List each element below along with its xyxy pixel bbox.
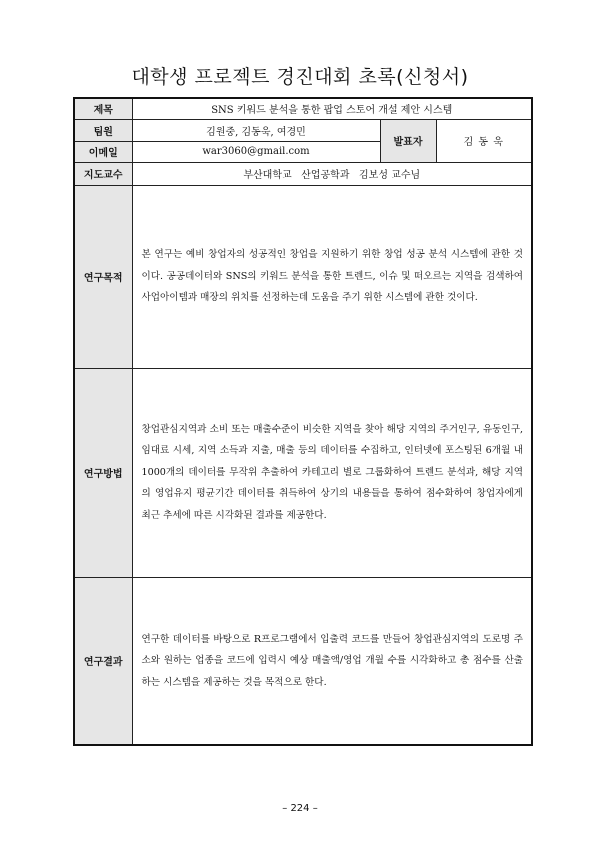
purpose-row: [74, 185, 532, 368]
email-label: 이메일: [74, 141, 132, 162]
presenter-value: 김 동 욱: [436, 119, 532, 162]
advisor-label: 지도교수: [74, 162, 132, 185]
subject-row: [74, 98, 532, 119]
subject-label: 제목: [74, 98, 132, 119]
advisor-value: 부산대학교 산업공학과 김보성 교수님: [132, 162, 532, 185]
purpose-label: 연구목적: [74, 185, 132, 368]
page-number: – 224 –: [282, 803, 318, 814]
team-value: 김원중, 김동욱, 여경민: [132, 119, 380, 141]
team-row: [74, 119, 532, 141]
method-label: 연구방법: [74, 368, 132, 577]
result-row: [74, 577, 532, 745]
application-form-table: [73, 97, 533, 746]
email-value: war3060@gmail.com: [132, 141, 380, 162]
method-row: [74, 368, 532, 577]
team-label: 팀원: [74, 119, 132, 141]
result-text: 연구한 데이터를 바탕으로 R프로그램에서 입출력 코드를 만들어 창업관심지역의 도로명 주소와 원하는 업종을 코드에 입력시 예상 매출액/영업 개월 수를 시각화하고 총 점수를 산출하는 시스템을 제공하는 것을 목적으로 한다.: [132, 577, 532, 745]
method-text: 창업관심지역과 소비 또는 매출수준이 비슷한 지역을 찾아 해당 지역의 주거인구, 유동인구, 임대료 시세, 지역 소득과 지출, 매출 등의 데이터를 수집하고, 인터넷에 포스팅된 6개월 내 1000개의 데이터를 무작위 추출하여 카테고리 별로 그룹화하여 트렌드 분석과, 해당 지역의 영업유지 평균기간 데이터를 취득하여 상기의 내용들을 통하여 점수화하여 창업자에게 최근 추세에 따른 시각화된 결과를 제공한다.: [132, 368, 532, 577]
page-title: 대학생 프로젝트 경진대회 초록(신청서): [131, 66, 469, 88]
subject-value: SNS 키워드 분석을 통한 팝업 스토어 개설 제안 시스템: [132, 98, 532, 119]
result-label: 연구결과: [74, 577, 132, 745]
purpose-text: 본 연구는 예비 창업자의 성공적인 창업을 지원하기 위한 창업 성공 분석 시스템에 관한 것이다. 공공데이터와 SNS의 키워드 분석을 통한 트렌드, 이슈 및 떠오르는 지역을 검색하여 사업아이템과 매장의 위치를 선정하는데 도움을 주기 위한 시스템에 관한 것이다.: [132, 185, 532, 368]
advisor-row: [74, 162, 532, 185]
presenter-label: 발표자: [380, 119, 436, 162]
